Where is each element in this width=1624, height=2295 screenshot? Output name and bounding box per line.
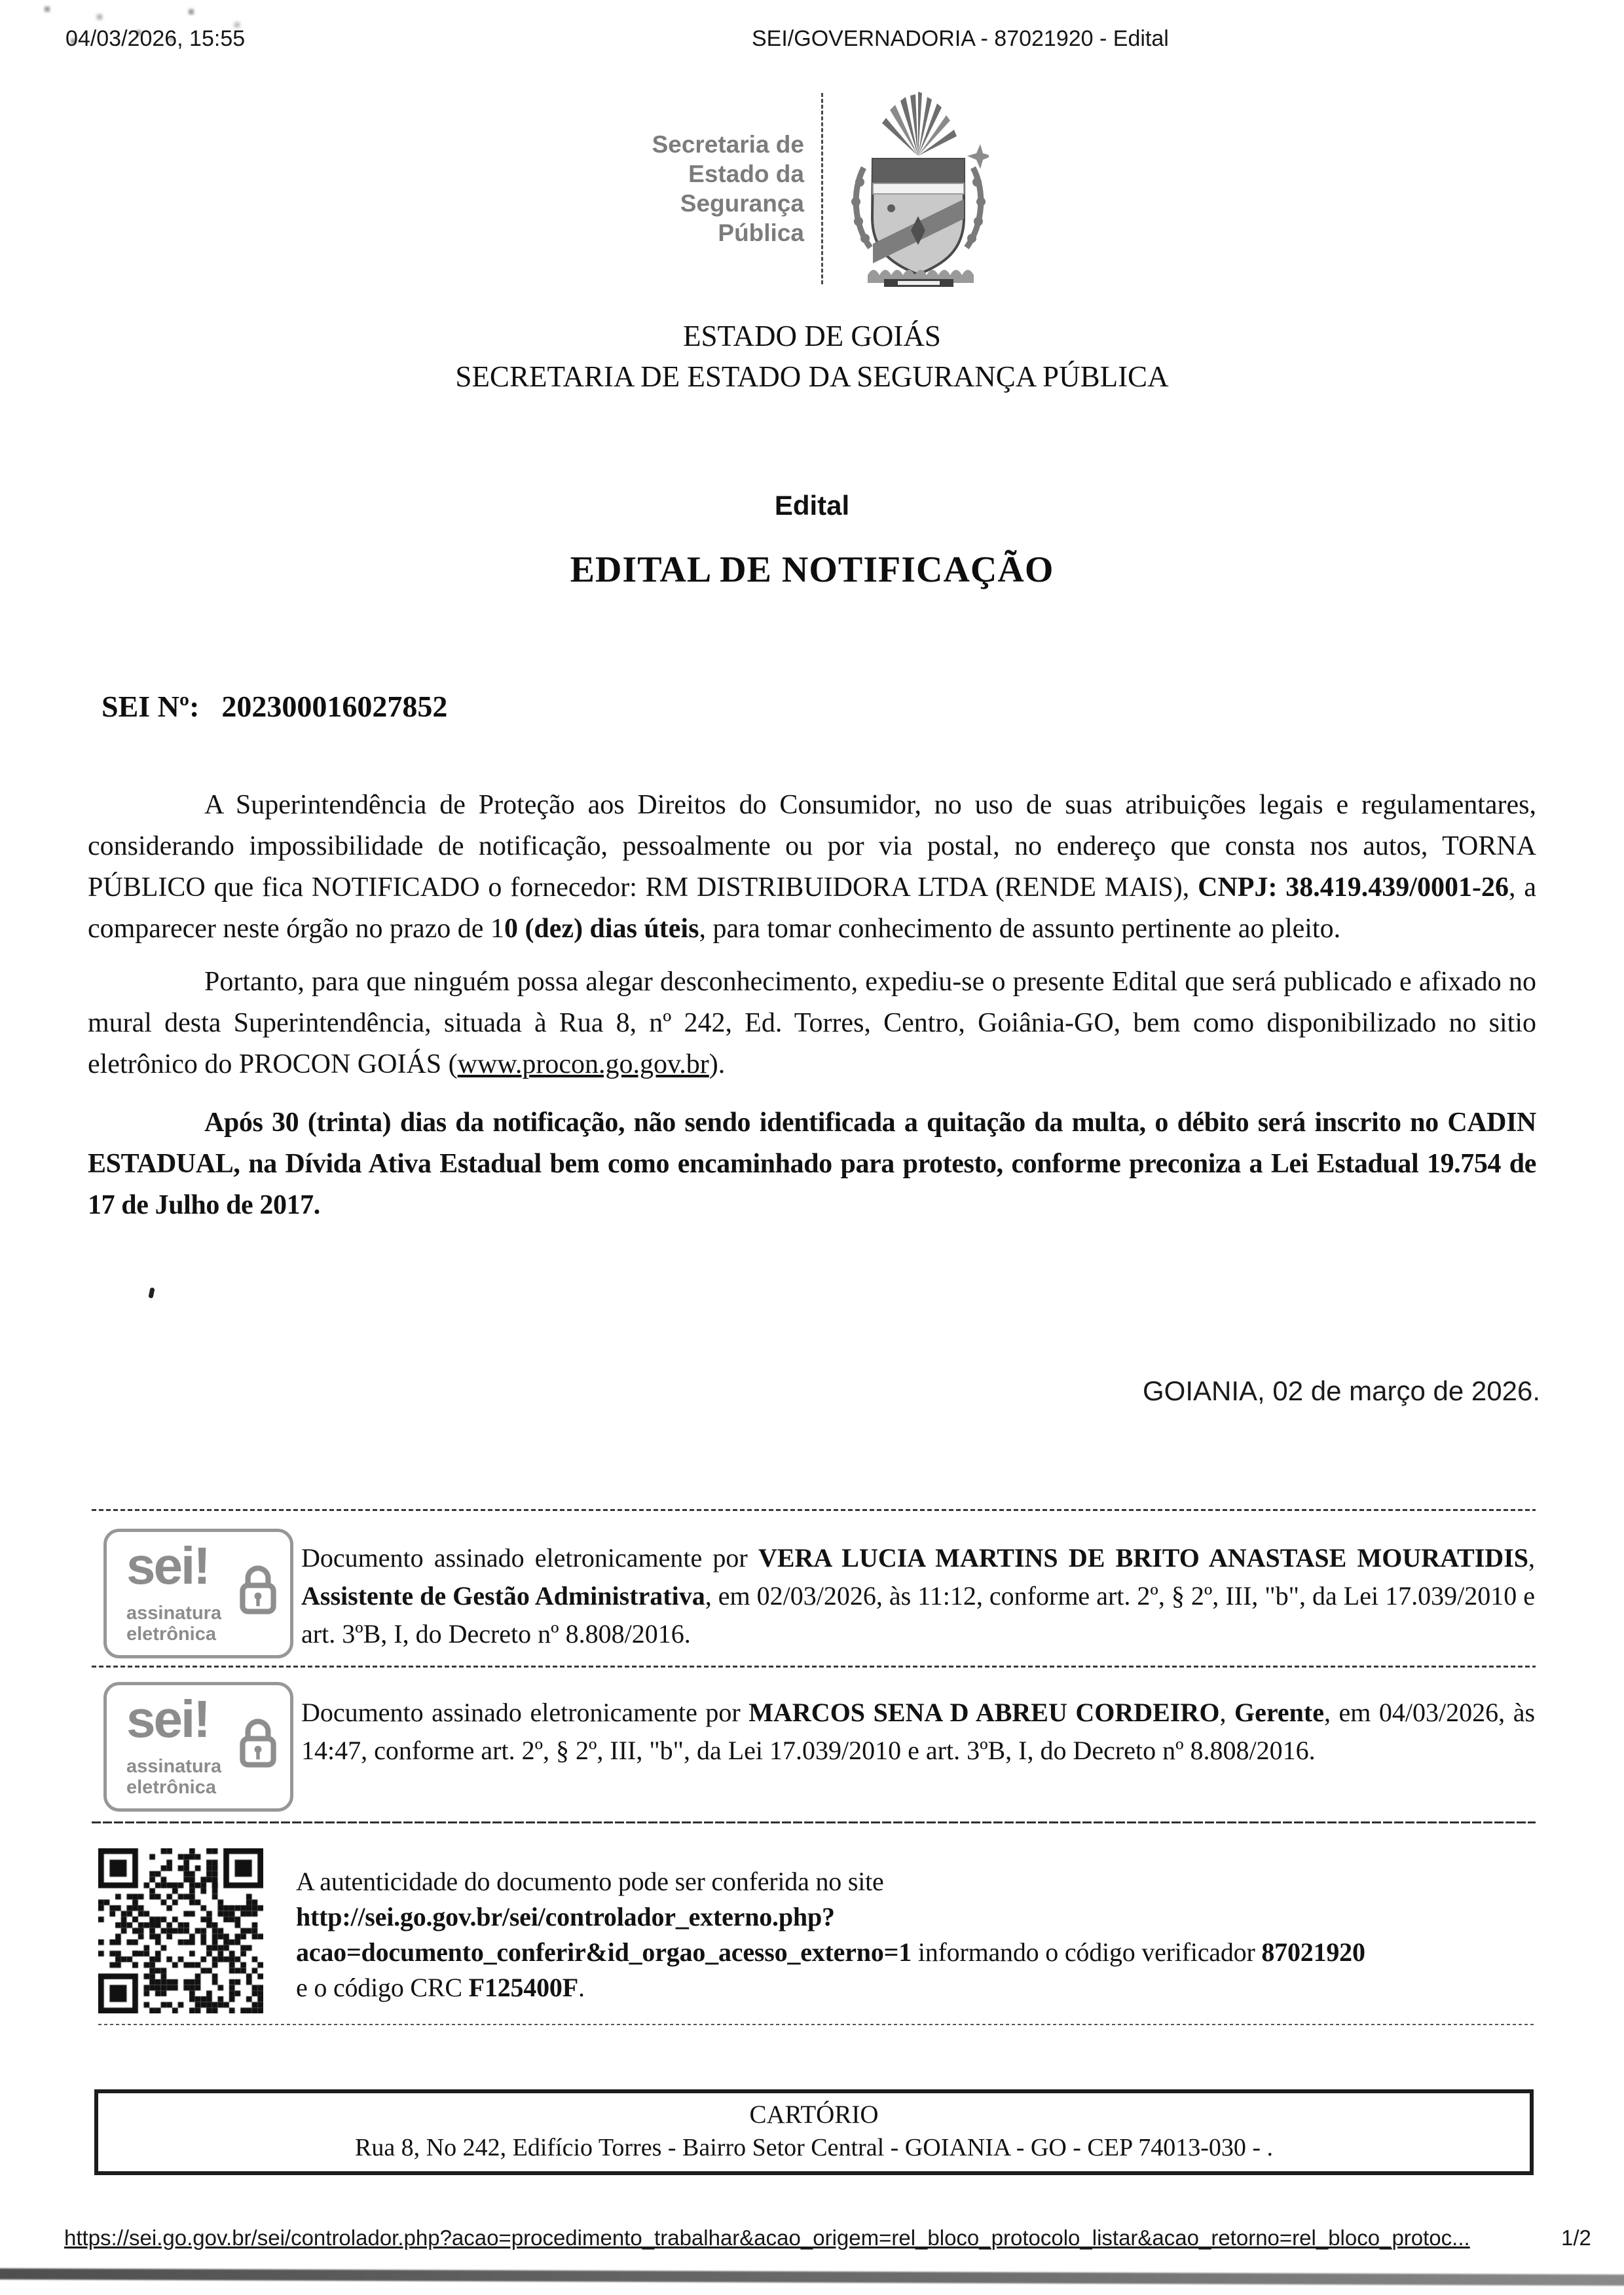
notice-paragraph-1: A Superintendência de Proteção aos Direitos do Consumidor, no uso de suas atribuições legais e regulamentares, considerando impossibilidade de notificação, pessoalmente ou por via postal, no endereço que consta nos autos, TORNA PÚBLICO que fica NOTIFICADO o fornecedor: RM DISTRIBUIDORA LTDA (RENDE MAIS), CNPJ: 38.419.439/0001-26, a comparecer neste órgão no prazo de 10 (dez) dias úteis, para tomar conhecimento de assunto pertinente ao pleito. [88,790,1536,944]
verifier-code: 87021920 [1261,1937,1365,1967]
separator-dotted [98,2024,1536,2025]
badge-caption-1: assinatura [126,1603,222,1624]
scan-artifact-dot [148,1287,155,1298]
signature-statement-2: Documento assinado eletronicamente por MARCOS SENA D ABREU CORDEIRO, Gerente, em 04/03/2026, às 14:47, conforme art. 2º, § 2º, III, "b", da Lei 17.039/2010 e art. 3ºB, I, do Decreto nº 8.808/2016. [301,1698,1536,1765]
footer-page-indicator: 1/2 [1561,2226,1591,2250]
qr-code [98,1848,263,2013]
cartorio-box [94,2089,1534,2175]
agency-name-line: Estado da [688,160,804,187]
sei-number-value: 202300016027852 [221,690,448,723]
scan-artifact-bottom [0,2268,1624,2286]
separator-dashed [92,1509,1536,1511]
agency-logo [608,90,1014,287]
separator-dashed [92,1666,1536,1668]
notice-paragraph-2: Portanto, para que ninguém possa alegar desconhecimento, expediu-se o presente Edital que será publicado e afixado no mural desta Superintendência, situada à Rua 8, nº 242, Ed. Torres, Centro, Goiânia-GO, bem como disponibilizado no sitio eletrônico do PROCON GOIÁS (www.procon.go.gov.br). [88,967,1536,1079]
padlock-icon [239,1715,277,1769]
badge-caption-1: assinatura [126,1756,222,1777]
badge-caption-2: eletrônica [126,1777,216,1798]
procon-link: www.procon.go.gov.br [457,1049,709,1079]
agency-name-line: Pública [718,219,804,246]
scan-artifact-top [20,4,22,7]
logo-divider [821,93,823,284]
sei-number-label: SEI Nº: [101,690,200,723]
signature-statement-1: Documento assinado eletronicamente por VERA LUCIA MARTINS DE BRITO ANASTASE MOURATIDIS, Assistente de Gestão Administrativa, em 02/03/2026, às 11:12, conforme art. 2º, § 2º, III, "b", da Lei 17.039/2010 e art. 3ºB, I, do Decreto nº 8.808/2016. [301,1543,1536,1649]
padlock-icon [239,1562,277,1616]
print-doc-ref: SEI/GOVERNADORIA - 87021920 - Edital [752,26,1169,51]
sei-verification-url-part1: http://sei.go.gov.br/sei/controlador_externo.php? [296,1902,835,1931]
verification-statement: A autenticidade do documento pode ser conferida no site http://sei.go.gov.br/sei/controlador_externo.php? acao=documento_conferir&id_orgao_acesso_externo=1 informando o código verificador 87021920 e o código CRC F125400F. [296,1867,1365,2002]
agency-name [608,130,804,248]
sei-logo: sei! [126,1537,209,1595]
doc-title: EDITAL DE NOTIFICAÇÃO [570,550,1054,590]
crc-code: F125400F [468,1973,578,2002]
doc-kind-label: Edital [774,490,850,521]
sei-verification-url-part2: acao=documento_conferir&id_orgao_acesso_externo=1 [296,1937,912,1967]
agency-name-line: Secretaria de [652,131,804,158]
agency-name-line: Segurança [680,190,804,217]
footer-url: https://sei.go.gov.br/sei/controlador.php?acao=procedimento_trabalhar&acao_origem=rel_bloco_protocolo_listar&acao_retorno=rel_bloco_protoc... [64,2226,1470,2250]
goias-coat-of-arms-icon [848,90,989,287]
print-datetime: 04/03/2026, 15:55 [65,26,246,51]
date-line: GOIANIA, 02 de março de 2026. [1143,1375,1540,1406]
notice-paragraph-3: Após 30 (trinta) dias da notificação, não sendo identificada a quitação da multa, o débito será inscrito no CADIN ESTADUAL, na Dívida Ativa Estadual bem como encaminhado para protesto, conforme preconiza a Lei Estadual 19.754 de 17 de Julho de 2017. [88,1108,1536,1220]
sei-signature-badge [103,1682,293,1812]
sei-signature-badge [103,1529,293,1658]
notice-body [88,785,1536,1226]
badge-caption-2: eletrônica [126,1624,216,1645]
separator-solid [92,1821,1536,1823]
org-header-line2: SECRETARIA DE ESTADO DA SEGURANÇA PÚBLICA [455,360,1169,393]
sei-number-line [101,689,447,724]
org-header-line1: ESTADO DE GOIÁS [683,320,941,352]
cartorio-title: CARTÓRIO [749,2100,879,2129]
sei-logo: sei! [126,1690,209,1748]
cartorio-address: Rua 8, No 242, Edifício Torres - Bairro Setor Central - GOIANIA - GO - CEP 74013-030 - . [354,2134,1274,2161]
